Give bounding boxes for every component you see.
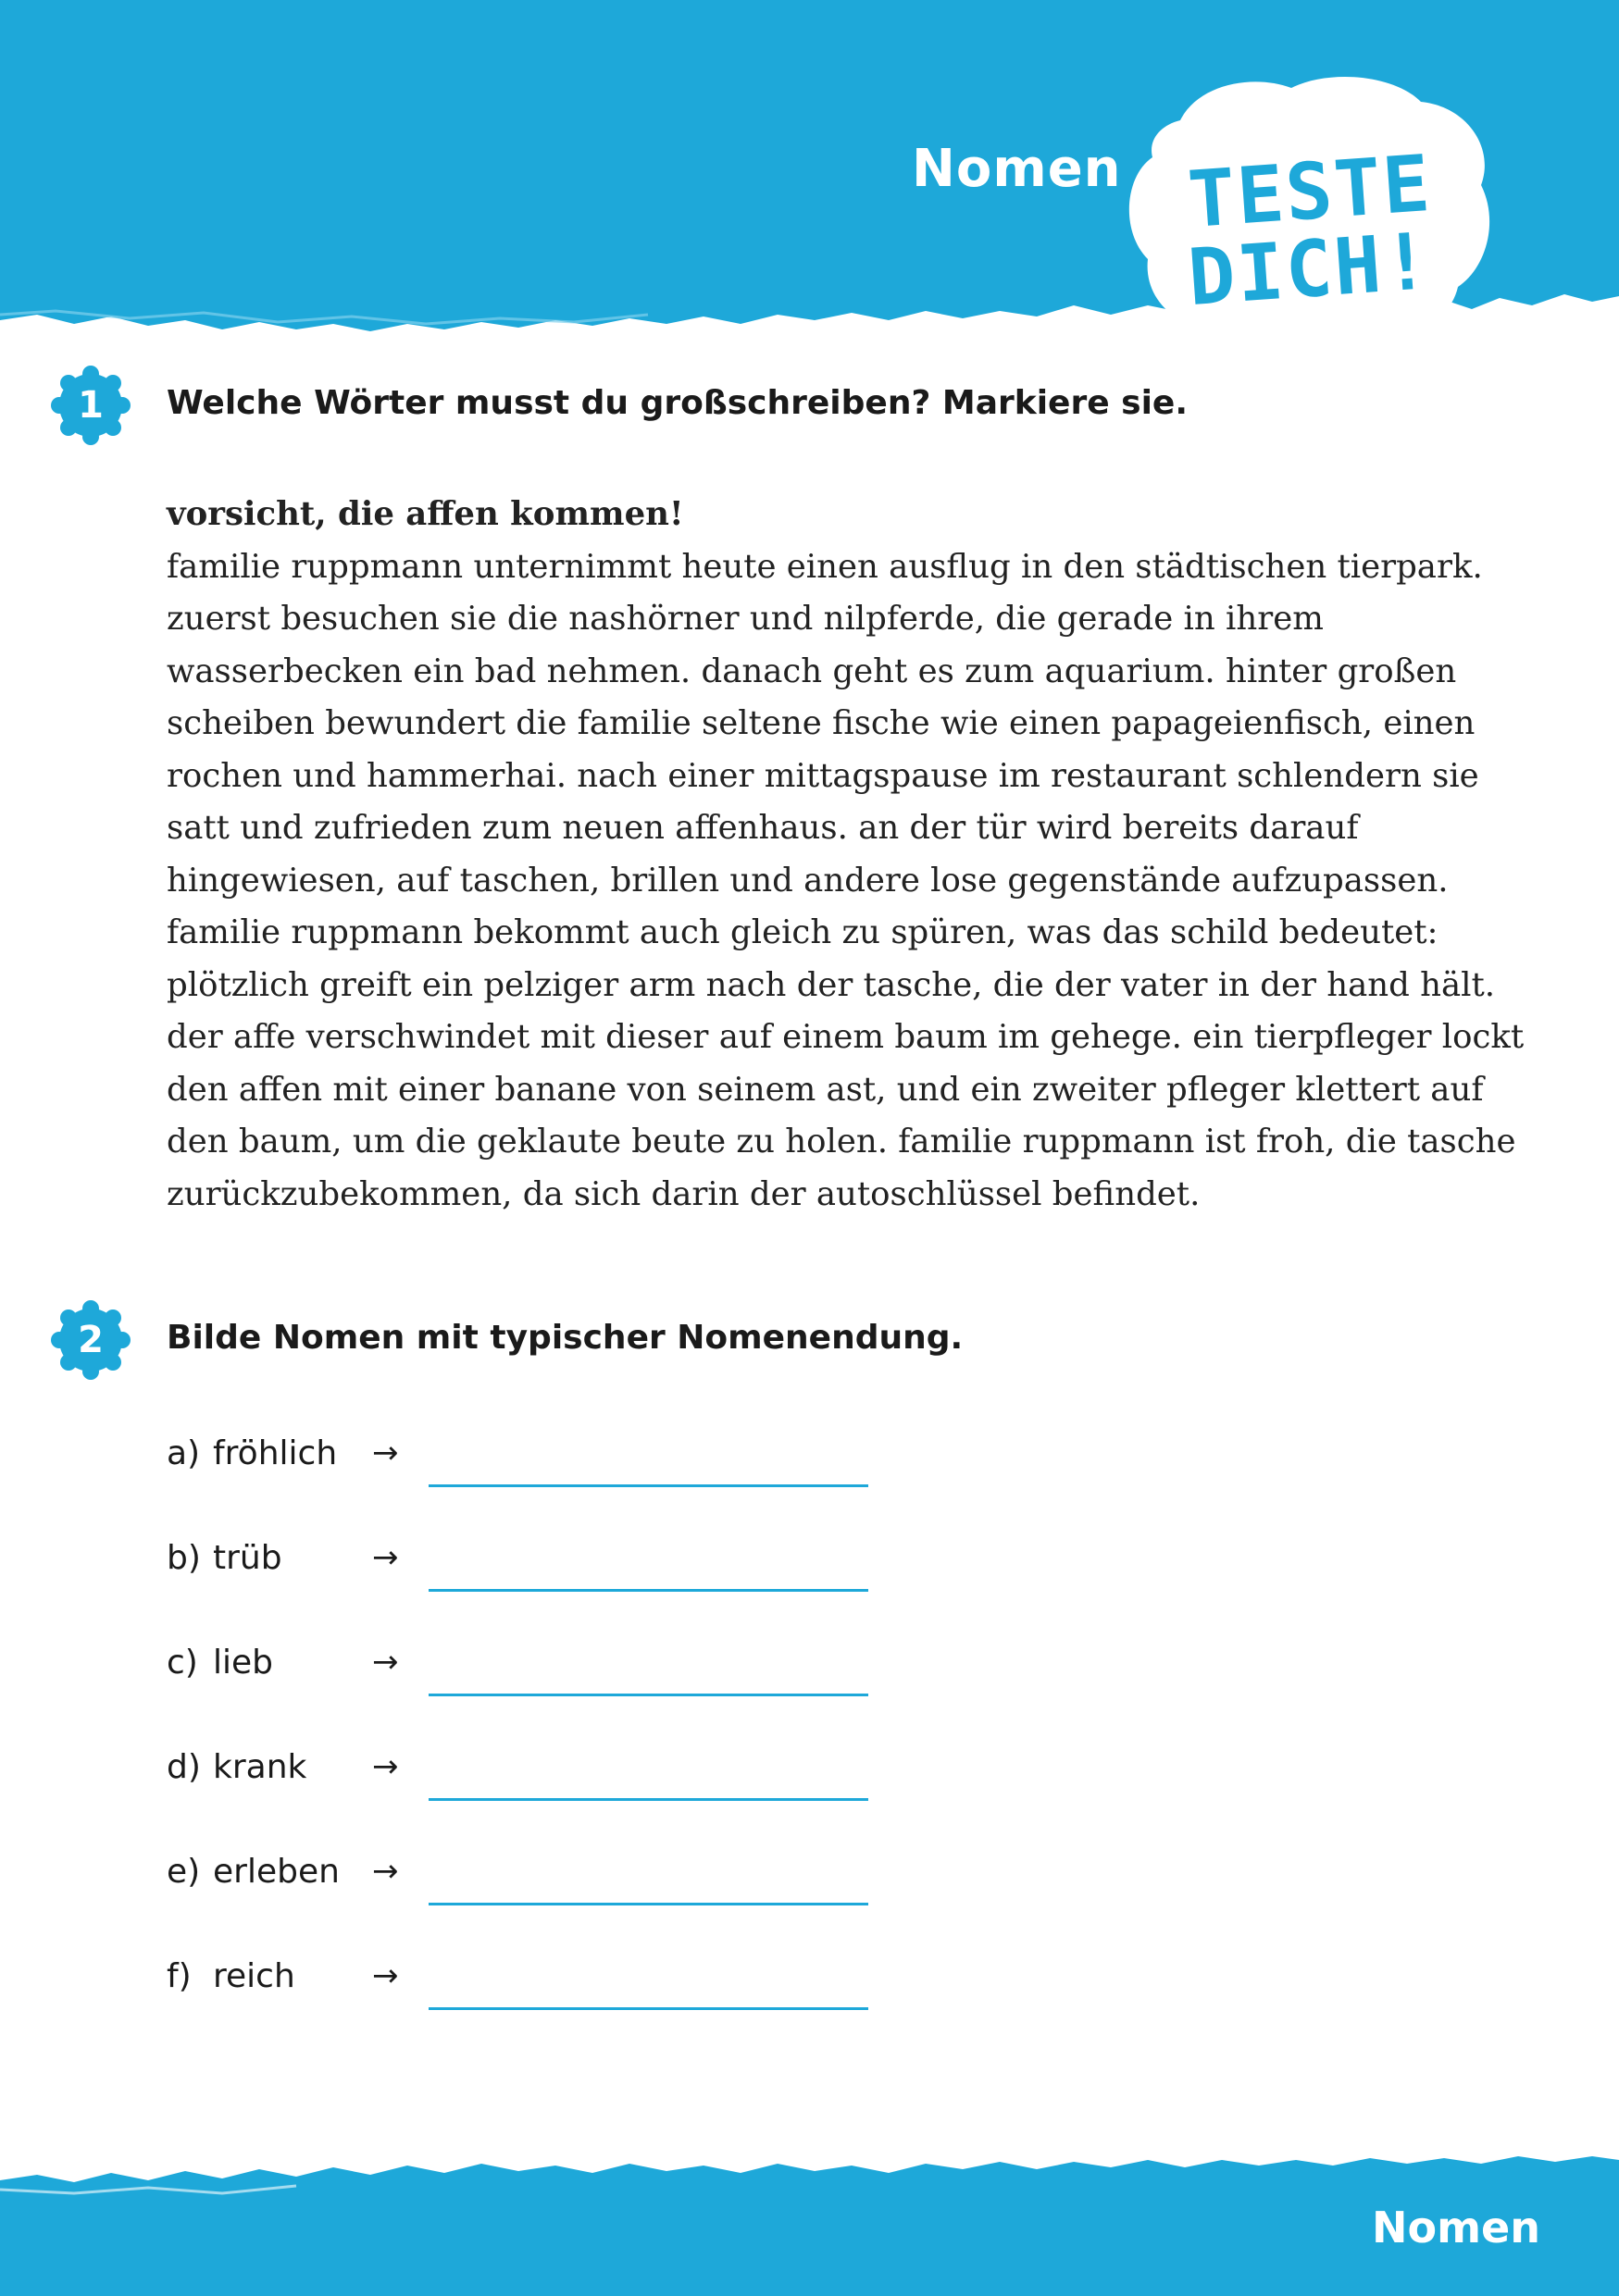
story-line[interactable]: zuerst besuchen sie die nashörner und nilpferde, die gerade in ihrem — [167, 600, 1324, 638]
arrow-right-icon: → — [372, 1644, 399, 1681]
item-label: b) — [167, 1539, 201, 1577]
task-number-badge — [51, 1300, 131, 1380]
badge-text-teste: TESTE — [1185, 137, 1435, 246]
story-line[interactable]: scheiben bewundert die familie seltene fische wie einen papageienfisch, einen — [167, 704, 1476, 742]
arrow-right-icon: → — [372, 1748, 399, 1785]
task-title: Bilde Nomen mit typischer Nomenendung. — [167, 1319, 964, 1357]
item-label: e) — [167, 1853, 201, 1891]
story-line[interactable]: wasserbecken ein bad nehmen. danach geht es zum aquarium. hinter großen — [167, 652, 1457, 690]
story-line[interactable]: familie ruppmann unternimmt heute einen ausflug in den städtischen tierpark. — [167, 547, 1483, 586]
task-number-badge — [51, 366, 131, 445]
task-number: 2 — [78, 1319, 104, 1361]
story-line[interactable]: satt und zufrieden zum neuen affenhaus. an der tür wird bereits darauf — [167, 809, 1359, 847]
story-line[interactable]: zurückzubekommen, da sich darin der autoschlüssel befindet. — [167, 1174, 1201, 1213]
story-line[interactable]: rochen und hammerhai. nach einer mittagspause im restaurant schlendern sie — [167, 756, 1479, 795]
arrow-right-icon: → — [372, 1957, 399, 1994]
story-line[interactable]: den baum, um die geklaute beute zu holen. familie ruppmann ist froh, die tasche — [167, 1123, 1516, 1160]
answer-field[interactable] — [429, 1866, 868, 1905]
story-line[interactable]: den affen mit einer banane von seinem ast, und ein zweiter pfleger klettert auf — [167, 1070, 1484, 1109]
footer-label: Nomen — [1372, 2203, 1540, 2253]
exercise-row — [167, 1434, 907, 1490]
arrow-right-icon: → — [372, 1539, 399, 1576]
answer-field[interactable] — [429, 1970, 868, 2010]
item-word: erleben — [213, 1853, 340, 1891]
page-title: Nomen — [912, 139, 1122, 199]
answer-field[interactable] — [429, 1761, 868, 1801]
exercise-row — [167, 1957, 907, 2013]
item-label: c) — [167, 1644, 198, 1682]
item-label: d) — [167, 1748, 201, 1786]
story-line[interactable]: plötzlich greift ein pelziger arm nach der tasche, die der vater in der hand hält. — [167, 965, 1496, 1004]
item-word: reich — [213, 1957, 295, 1995]
story-text — [167, 489, 1574, 1221]
exercise-row — [167, 1853, 907, 1908]
answer-field[interactable] — [429, 1447, 868, 1487]
item-word: fröhlich — [213, 1434, 338, 1472]
story-line[interactable]: familie ruppmann bekommt auch gleich zu spüren, was das schild bedeutet: — [167, 913, 1438, 951]
exercise-row — [167, 1539, 907, 1595]
task-number: 1 — [78, 384, 104, 427]
arrow-right-icon: → — [372, 1853, 399, 1890]
badge-text-dich: DICH! — [1185, 215, 1435, 324]
story-line[interactable]: hingewiesen, auf taschen, brillen und andere lose gegenstände aufzupassen. — [167, 861, 1449, 900]
teste-dich-badge — [1115, 65, 1504, 361]
task-title: Welche Wörter musst du großschreiben? Markiere sie. — [167, 384, 1189, 422]
answer-field[interactable] — [429, 1552, 868, 1592]
item-word: krank — [213, 1748, 307, 1786]
arrow-right-icon: → — [372, 1434, 399, 1471]
exercise-row — [167, 1644, 907, 1699]
item-label: a) — [167, 1434, 201, 1472]
exercise-row — [167, 1748, 907, 1804]
item-word: trüb — [213, 1539, 282, 1577]
story-line[interactable]: der affe verschwindet mit dieser auf einem baum im gehege. ein tierpfleger lockt — [167, 1018, 1525, 1056]
story-title[interactable]: vorsicht, die affen kommen! — [167, 495, 684, 533]
item-label: f) — [167, 1957, 192, 1995]
item-word: lieb — [213, 1644, 274, 1682]
answer-field[interactable] — [429, 1657, 868, 1696]
